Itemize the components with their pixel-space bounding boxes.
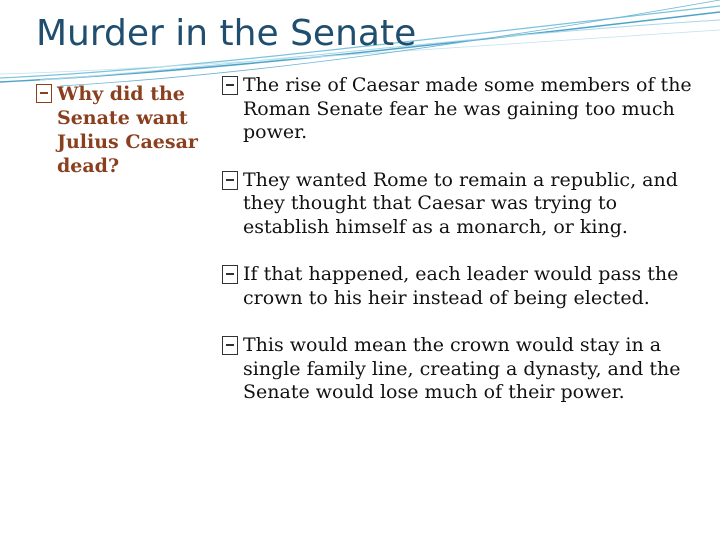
slide-title: Murder in the Senate [36,13,417,54]
list-item [222,263,692,310]
list-item [222,74,692,145]
point-text: This would mean the crown would stay in a single family line, creating a dynasty, and the Senate would lose much of their power. [243,334,681,403]
point-text: They wanted Rome to remain a republic, and they thought that Caesar was trying to establish himself as a monarch, or king. [243,168,678,238]
answer-list [222,74,692,429]
missing-glyph-box-icon [222,76,238,95]
question-item [36,82,236,178]
question-text: Why did the Senate want Julius Caesar dead? [57,83,198,177]
point-text: If that happened, each leader would pass the crown to his heir instead of being elected. [243,263,679,309]
point-text: The rise of Caesar made some members of the Roman Senate fear he was gaining too much power. [243,74,692,143]
list-item [222,169,692,240]
question-block [36,82,236,178]
missing-glyph-box-icon [36,84,52,103]
missing-glyph-box-icon [222,171,238,190]
missing-glyph-box-icon [222,265,238,284]
missing-glyph-box-icon [222,336,238,355]
list-item [222,334,692,405]
